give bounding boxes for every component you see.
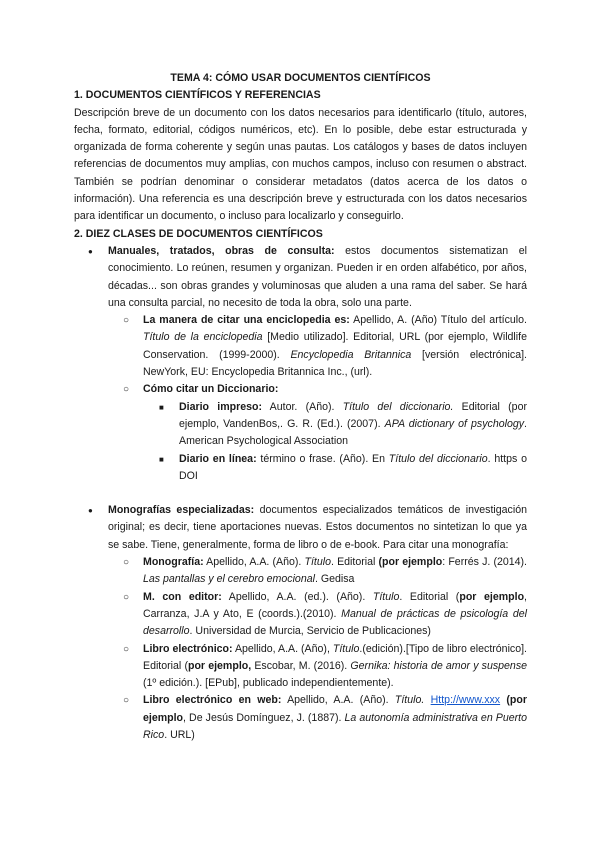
libro-electronico-italic: Título bbox=[332, 642, 360, 655]
libro-electronico-italic: Gernika: historia de amor y suspense bbox=[350, 659, 528, 672]
diario-impreso-text: Editorial (por ejemplo, VandenBos,. G. R. (Ed.). (2007). bbox=[179, 400, 527, 430]
m-con-editor-italic: Título bbox=[372, 590, 400, 603]
diccionario-sublist bbox=[143, 399, 527, 485]
libro-web-text: Apellido, A.A. (Año). bbox=[281, 694, 395, 707]
list-item-monografias bbox=[74, 502, 527, 744]
m-con-editor-bold: por ejemplo bbox=[459, 590, 525, 603]
diario-linea-italic: Título del diccionario bbox=[388, 452, 488, 465]
monografia-text: : Ferrés J. (2014). bbox=[442, 556, 528, 569]
section-1-heading: 1. DOCUMENTOS CIENTÍFICOS Y REFERENCIAS bbox=[74, 89, 321, 102]
m-con-editor-text: . Universidad de Murcia, Servicio de Publicaciones) bbox=[189, 625, 431, 638]
m-con-editor-label: M. con editor: bbox=[143, 590, 222, 603]
monografia-italic: Las pantallas y el cerebro emocional bbox=[143, 573, 315, 586]
monografia-text: Apellido, A.A. (Año). bbox=[203, 556, 305, 569]
libro-electronico-text: Apellido, A.A. (Año), bbox=[232, 642, 333, 655]
m-con-editor-text: . Editorial ( bbox=[399, 590, 460, 603]
enciclopedia-italic: Título de la enciclopedia bbox=[143, 331, 263, 344]
libro-electronico-label: Libro electrónico: bbox=[143, 642, 233, 655]
diario-impreso-italic: APA dictionary of psychology bbox=[384, 417, 525, 430]
libro-web-text: , De Jesús Domínguez, J. (1887). bbox=[183, 711, 345, 724]
diario-impreso-italic: Título del diccionario. bbox=[342, 400, 454, 413]
libro-web-label: Libro electrónico en web: bbox=[143, 694, 282, 707]
manuales-sublist bbox=[108, 312, 527, 485]
m-con-editor-italic: Manual de prácticas de psicología del desarrollo bbox=[143, 607, 527, 638]
manuales-text: estos documentos sistematizan el conocimiento. Lo reúnen, resumen y organizan. Pueden ir en orden alfabético, por años, décadas... son obras grandes y voluminosas que aluden a una rama del saber. Se hará una consulta parcial, no necesito de toda la obra, solo una parte. bbox=[108, 244, 527, 309]
diario-impreso-text: Autor. (Año). bbox=[262, 400, 343, 413]
libro-electronico-text: Escobar, M. (2016). bbox=[251, 659, 351, 672]
libro-web-bold: (por ejemplo bbox=[143, 694, 527, 724]
monografia-italic: Título bbox=[304, 556, 331, 569]
monografia-text: . Editorial bbox=[331, 556, 379, 569]
section-1-paragraph: Descripción breve de un documento con los datos necesarios para identificarlo (título, autores, fecha, formato, editorial, códigos numéricos, etc). En lo posible, debe estar estructurada y organizada de forma coherente y según unas pautas. Los catálogos y bases de datos incluyen referencias de documentos muy amplias, con muchos campos, incluso con resumen o abstract. También se podrían denominar o considerar metadatos (datos acerca de los datos o información). Una referencia es una descripción breve y estructurada con los datos necesarios para identificar un documento, o incluso para localizarlo y conseguirlo. bbox=[74, 106, 527, 223]
libro-web-text: . URL) bbox=[164, 728, 195, 741]
list-item-manuales bbox=[74, 243, 527, 485]
document-classes-list bbox=[74, 243, 527, 744]
enciclopedia-text: Apellido, A. (Año) Título del artículo. bbox=[349, 314, 527, 327]
document-title: TEMA 4: CÓMO USAR DOCUMENTOS CIENTÍFICOS bbox=[170, 72, 431, 84]
monografia-bold: (por ejemplo bbox=[378, 556, 443, 569]
document-page bbox=[74, 70, 527, 744]
m-con-editor-text: Apellido, A.A. (ed.). (Año). bbox=[221, 590, 373, 603]
section-2-heading: 2. DIEZ CLASES DE DOCUMENTOS CIENTÍFICOS bbox=[74, 227, 323, 240]
monografias-text: documentos especializados temáticos de investigación original; es decir, tiene aportaciones nuevas. Estos documentos no sintetizan lo que ya se sabe. Tiene, generalmente, forma de libro o de e-book. Para citar una monografía: bbox=[108, 504, 527, 551]
enciclopedia-label: La manera de citar una enciclopedia es: bbox=[143, 314, 350, 327]
m-con-editor-text: , Carranza, J.A y Ato, E (coords.).(2010). bbox=[143, 590, 527, 620]
libro-web-italic: La autonomía administrativa en Puerto Rico bbox=[143, 711, 527, 741]
diario-linea-label: Diario en línea: bbox=[179, 452, 257, 465]
monografia-label: Monografía: bbox=[143, 556, 204, 569]
diccionario-label: Cómo citar un Diccionario: bbox=[143, 383, 279, 396]
libro-electronico-text: (1º edición.). [EPub], publicado independientemente). bbox=[143, 677, 394, 690]
diario-linea-text: . https o DOI bbox=[179, 452, 527, 482]
list-item-diario-linea bbox=[143, 451, 527, 486]
libro-electronico-text: .(edición).[Tipo de libro electrónico]. Editorial ( bbox=[143, 642, 527, 672]
list-item-libro-electronico bbox=[106, 641, 527, 693]
list-item-monografia bbox=[106, 554, 527, 589]
monografias-label: Monografías especializadas: bbox=[108, 504, 255, 517]
libro-web-italic: Título. bbox=[394, 694, 425, 707]
list-item-libro-web bbox=[106, 692, 527, 744]
list-item-m-con-editor bbox=[106, 589, 527, 641]
list-item-diario-impreso bbox=[143, 399, 527, 451]
diario-linea-text: término o frase. (Año). En bbox=[256, 452, 389, 465]
diario-impreso-label: Diario impreso: bbox=[179, 400, 263, 413]
monografias-sublist bbox=[108, 554, 527, 744]
enciclopedia-italic: Encyclopedia Britannica bbox=[290, 348, 412, 361]
manuales-label: Manuales, tratados, obras de consulta: bbox=[108, 244, 335, 257]
enciclopedia-text: [versión electrónica]. NewYork, EU: Encyclopedia Britannica Inc., (url). bbox=[143, 348, 527, 379]
list-item-diccionario bbox=[106, 381, 527, 485]
monografia-text: . Gedisa bbox=[314, 573, 355, 586]
diario-impreso-text: . American Psychological Association bbox=[179, 417, 527, 448]
list-item-enciclopedia bbox=[106, 312, 527, 381]
enciclopedia-text: [Medio utilizado]. Editorial, URL (por ejemplo, Wildlife Conservation. (1999-2000). bbox=[143, 331, 527, 361]
libro-web-link[interactable]: Http://www.xxx bbox=[430, 694, 501, 707]
libro-electronico-bold: por ejemplo, bbox=[187, 659, 252, 672]
